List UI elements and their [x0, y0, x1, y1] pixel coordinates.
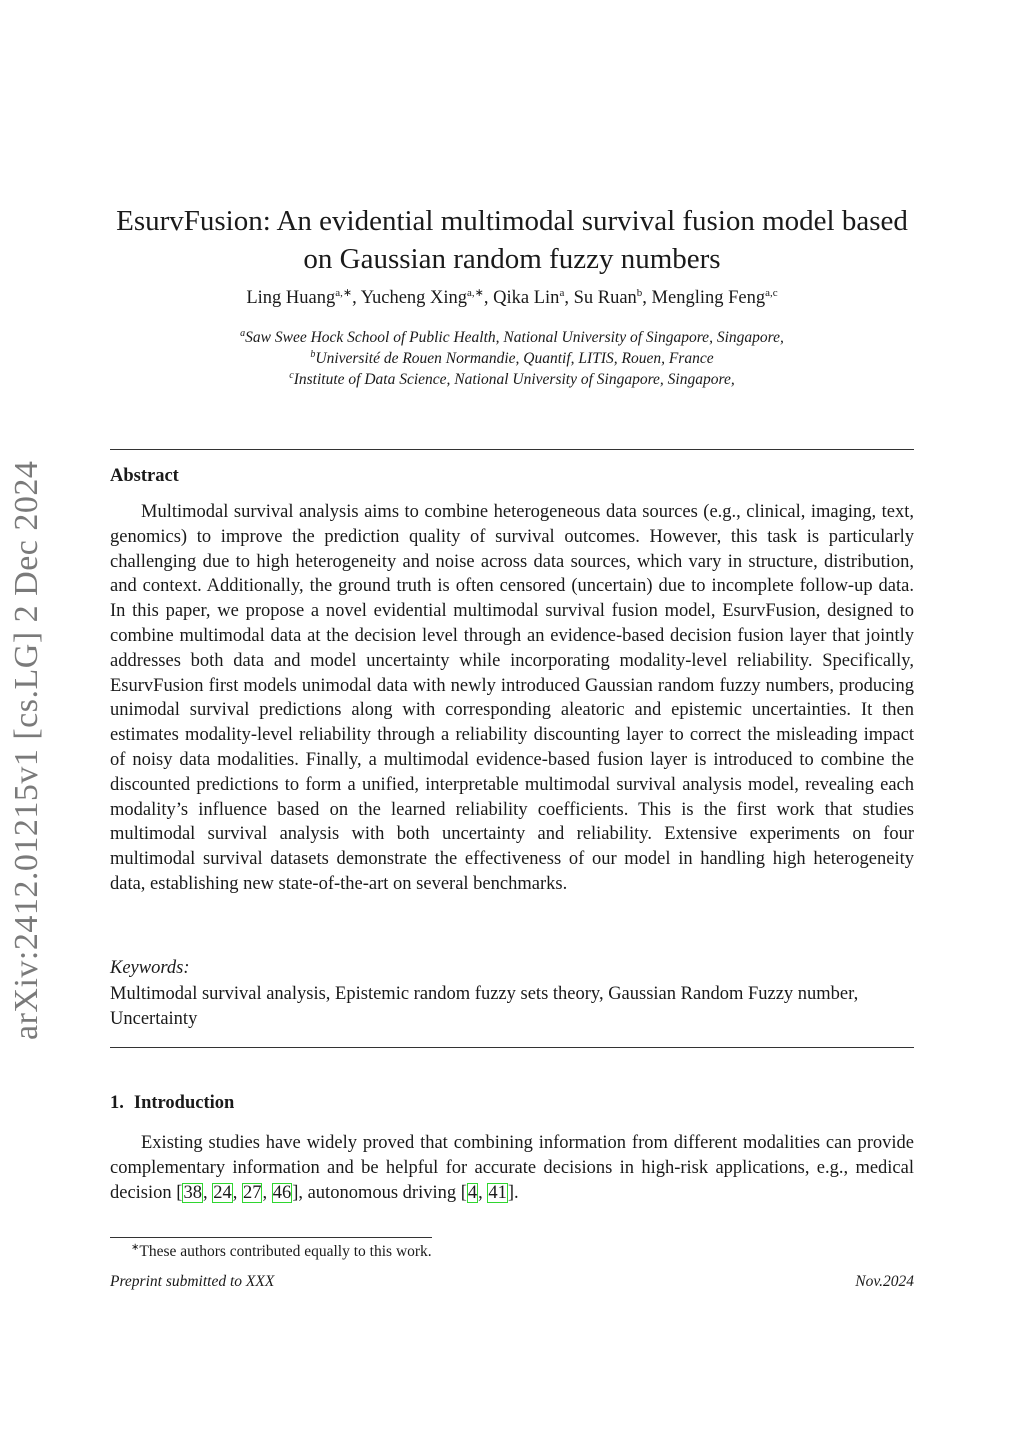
citation-link[interactable]: 27: [242, 1182, 262, 1203]
author: Yucheng Xing$^{a,∗}$,: [360, 287, 494, 308]
affiliation: $^b$Université de Rouen Normandie, Quantif, LITIS, Rouen, France: [310, 349, 714, 367]
author: Mengling Feng$^{a,c}$: [651, 287, 778, 308]
footnote-rule: [110, 1237, 432, 1238]
keywords-heading: Keywords:: [110, 958, 190, 978]
footer-date: Nov.2024: [855, 1273, 914, 1290]
citation-link[interactable]: 38: [183, 1182, 202, 1203]
author: Ling Huang$^{a,∗}$,: [246, 287, 361, 308]
abstract-bottom-rule: [110, 1047, 914, 1048]
author-list: [110, 285, 914, 311]
affiliation: $^a$Saw Swee Hock School of Public Health, National University of Singapore, Singapore,: [240, 328, 784, 346]
abstract-top-rule: [110, 449, 914, 450]
footer-submission: Preprint submitted to XXX: [110, 1273, 275, 1290]
citation-link[interactable]: 4: [467, 1182, 478, 1203]
affiliation-list: [110, 327, 914, 390]
affiliation: $^c$Institute of Data Science, National University of Singapore, Singapore,: [289, 370, 735, 388]
citation-link[interactable]: 24: [213, 1182, 232, 1203]
section-title: Introduction: [133, 1093, 235, 1113]
section-number: 1.: [110, 1093, 124, 1113]
citation-link[interactable]: 41: [488, 1182, 507, 1203]
abstract-text: Multimodal survival analysis aims to combine heterogeneous data sources (e.g., clinical, imaging, text, genomics) to improve the prediction quality of survival outcomes. However, this task is particularly challenging due to high heterogeneity and noise across data sources, which vary in structure, distribution, and context. Additionally, the ground truth is often censored (uncertain) due to incomplete follow-up data. In this paper, we propose a novel evidential multimodal survival fusion model, EsurvFusion, designed to combine multimodal data at the decision level through an evidence-based decision fusion layer that jointly addresses both data and model uncertainty while incorporating modality-level reliability. Specifically, EsurvFusion first models unimodal data with newly introduced Gaussian random fuzzy numbers, producing unimodal survival predictions along with corresponding aleatoric and epistemic uncertainties. It then estimates modality-level reliability through a reliability discounting layer to correct the misleading impact of noisy data modalities. Finally, a multimodal evidence-based fusion layer is introduced to combine the discounted predictions to form a unified, interpretable multimodal survival analysis model, revealing each modality’s influence based on the learned reliability coefficients. This is the first work that studies multimodal survival analysis with both uncertainty and reliability. Extensive experiments on four multimodal survival datasets demonstrate the effectiveness of our model in handling high heterogeneity data, establishing new state-of-the-art on several benchmarks.: [110, 502, 914, 894]
citation-link[interactable]: 46: [272, 1182, 292, 1203]
keywords-text: Multimodal survival analysis, Epistemic random fuzzy sets theory, Gaussian Random Fuzzy number, Uncertainty: [110, 984, 859, 1029]
introduction-paragraph: Existing studies have widely proved that combining information from different modalities can provide complementary information and be helpful for accurate decisions in high-risk applications, e.g., medical decision [38, 24, 27, 46], autonomous driving [4, 41].: [110, 1133, 914, 1203]
section-heading-introduction: [110, 1093, 234, 1114]
footnote: ∗These authors contributed equally to this work.: [131, 1242, 432, 1260]
abstract-heading: Abstract: [110, 466, 179, 486]
author: Qika Lin$^a$,: [493, 287, 574, 308]
author: Su Ruan$^b$,: [573, 287, 652, 308]
arxiv-identifier[interactable]: arXiv:2412.01215v1 [cs.LG] 2 Dec 2024: [8, 460, 45, 1040]
paper-title: EsurvFusion: An evidential multimodal survival fusion model based on Gaussian random fuzzy numbers: [116, 205, 908, 276]
